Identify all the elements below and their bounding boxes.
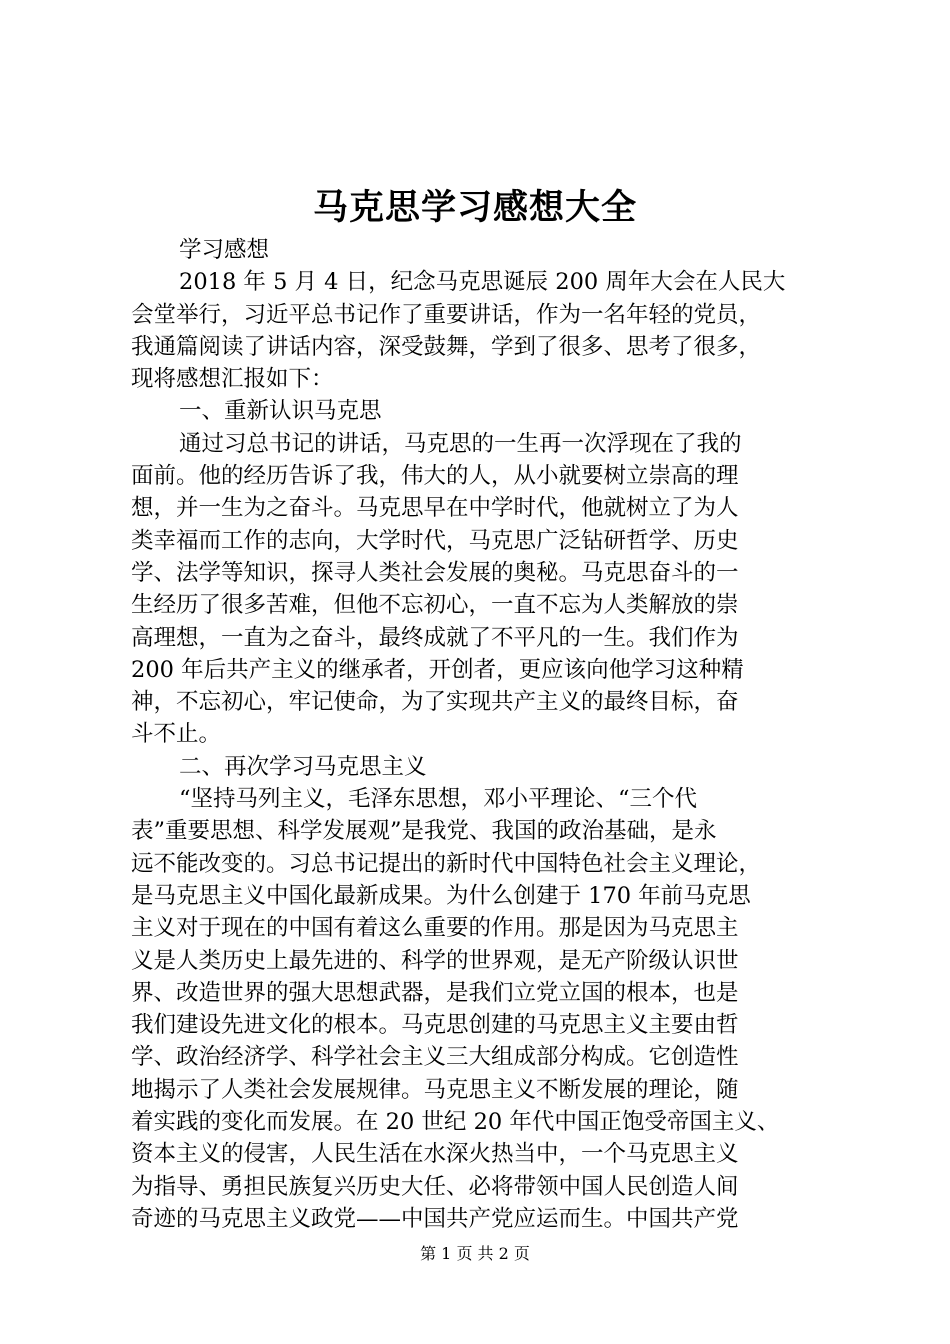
paragraph-line: 面前。他的经历告诉了我，伟大的人，从小就要树立崇高的理 [131,463,739,490]
paragraph-line: 一、重新认识马克思 [179,398,382,425]
paragraph-line: 神，不忘初心，牢记使命，为了实现共产主义的最终目标，奋 [131,689,739,716]
page-footer: 第 1 页 共 2 页 [420,1244,530,1263]
document-body [131,234,831,1235]
paragraph-line: 为指导、勇担民族复兴历史大任、必将带领中国人民创造人间 [131,1173,739,1200]
paragraph-line: 想，并一生为之奋斗。马克思早在中学时代，他就树立了为人 [131,495,739,522]
paragraph-line: 奇迹的马克思主义政党——中国共产党应运而生。中国共产党 [131,1205,739,1232]
paragraph-line: 会堂举行，习近平总书记作了重要讲话，作为一名年轻的党员， [131,301,762,328]
paragraph-line: “坚持马列主义，毛泽东思想，邓小平理论、“三个代 [179,786,698,813]
paragraph-line: 着实践的变化而发展。在 20 世纪 20 年代中国正饱受帝国主义、 [131,1109,780,1136]
paragraph-line: 二、再次学习马克思主义 [179,753,427,780]
paragraph-line: 资本主义的侵害，人民生活在水深火热当中，一个马克思主义 [131,1141,739,1168]
paragraph-line: 我通篇阅读了讲话内容，深受鼓舞，学到了很多、思考了很多， [131,333,762,360]
paragraph-line: 类幸福而工作的志向，大学时代，马克思广泛钻研哲学、历史 [131,527,739,554]
document-title: 马克思学习感想大全 [312,188,637,228]
paragraph-line: 我们建设先进文化的根本。马克思创建的马克思主义主要由哲 [131,1012,739,1039]
paragraph-line: 是马克思主义中国化最新成果。为什么创建于 170 年前马克思 [131,882,751,909]
paragraph-line: 学习感想 [179,237,270,263]
paragraph-line: 斗不止。 [131,721,222,748]
paragraph-line: 表”重要思想、科学发展观”是我党、我国的政治基础，是永 [131,818,717,845]
paragraph-line: 现将感想汇报如下： [131,366,334,393]
paragraph-line: 学、法学等知识，探寻人类社会发展的奥秘。马克思奋斗的一 [131,559,739,586]
paragraph-line: 界、改造世界的强大思想武器，是我们立党立国的根本，也是 [131,979,739,1006]
paragraph-line: 200 年后共产主义的继承者，开创者，更应该向他学习这种精 [131,656,744,683]
paragraph-line: 义是人类历史上最先进的、科学的世界观，是无产阶级认识世 [131,947,739,974]
paragraph-line: 地揭示了人类社会发展规律。马克思主义不断发展的理论，随 [131,1076,739,1103]
paragraph-line: 学、政治经济学、科学社会主义三大组成部分构成。它创造性 [131,1044,739,1071]
paragraph-line: 主义对于现在的中国有着这么重要的作用。那是因为马克思主 [131,915,739,942]
paragraph-line: 生经历了很多苦难，但他不忘初心，一直不忘为人类解放的崇 [131,592,739,619]
paragraph-line: 通过习总书记的讲话，马克思的一生再一次浮现在了我的 [179,430,742,457]
paragraph-line: 高理想，一直为之奋斗，最终成就了不平凡的一生。我们作为 [131,624,739,651]
paragraph-line: 远不能改变的。习总书记提出的新时代中国特色社会主义理论， [131,850,762,877]
paragraph-line: 2018 年 5 月 4 日，纪念马克思诞辰 200 周年大会在人民大 [179,269,786,296]
